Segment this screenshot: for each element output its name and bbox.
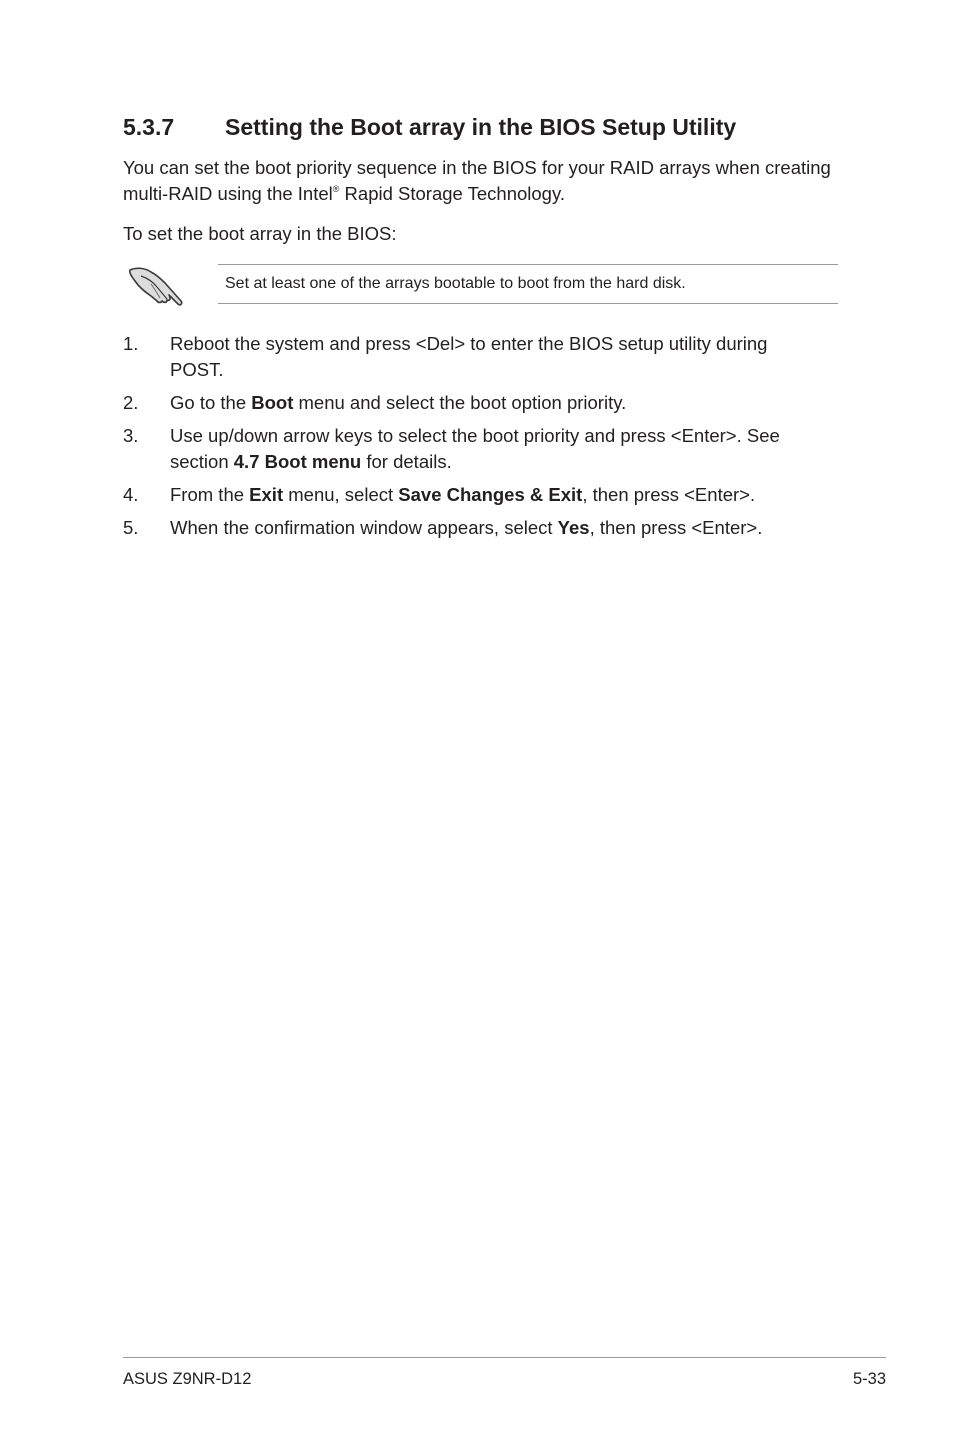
section-title: Setting the Boot array in the BIOS Setup Utility [225,114,737,140]
step-item [123,390,823,416]
step-text: for details. [361,451,452,472]
step-item [123,515,823,541]
menu-option: Yes [557,517,590,538]
section-reference: 4.7 Boot menu [233,451,362,472]
step-item [123,482,823,508]
step-item [123,331,823,383]
step-text: When the confirmation window appears, select [170,517,558,538]
registered-mark: ® [332,184,340,194]
step-text: Go to the [170,392,252,413]
step-text: , then press <Enter>. [582,484,756,505]
footer-page-number: 5-33 [852,1370,886,1388]
step-text: menu, select [283,484,399,505]
step-text: menu and select the boot option priority. [293,392,627,413]
footer-model-name: ASUS Z9NR-D12 [123,1370,252,1388]
intro-text-end: Rapid Storage Technology. [339,183,565,204]
step-number: 3. [123,425,139,446]
steps-list [123,331,823,548]
step-number: 2. [123,392,139,413]
step-number: 4. [123,484,139,505]
menu-name: Boot [251,392,294,413]
intro-paragraph [123,155,843,207]
step-text: , then press <Enter>. [589,517,763,538]
step-item [123,423,823,475]
step-text: Use up/down arrow keys to select the boot priority and press <Enter>. See section [170,425,780,472]
menu-name: Exit [249,484,284,505]
intro-text: You can set the boot priority sequence in the BIOS for your RAID arrays when creating multi-RAID using the Intel [123,157,831,204]
note-box [218,264,838,304]
lead-in-text: To set the boot array in the BIOS: [123,223,397,244]
step-number: 5. [123,517,139,538]
note-hand-icon [127,262,185,308]
section-number: 5.3.7 [123,114,175,140]
section-heading [123,112,736,142]
step-text: From the [170,484,250,505]
note-text: Set at least one of the arrays bootable to boot from the hard disk. [225,275,686,292]
menu-option: Save Changes & Exit [398,484,583,505]
step-text: Reboot the system and press <Del> to enter the BIOS setup utility during POST. [170,333,768,380]
step-number: 1. [123,333,139,354]
footer-divider [123,1357,886,1358]
